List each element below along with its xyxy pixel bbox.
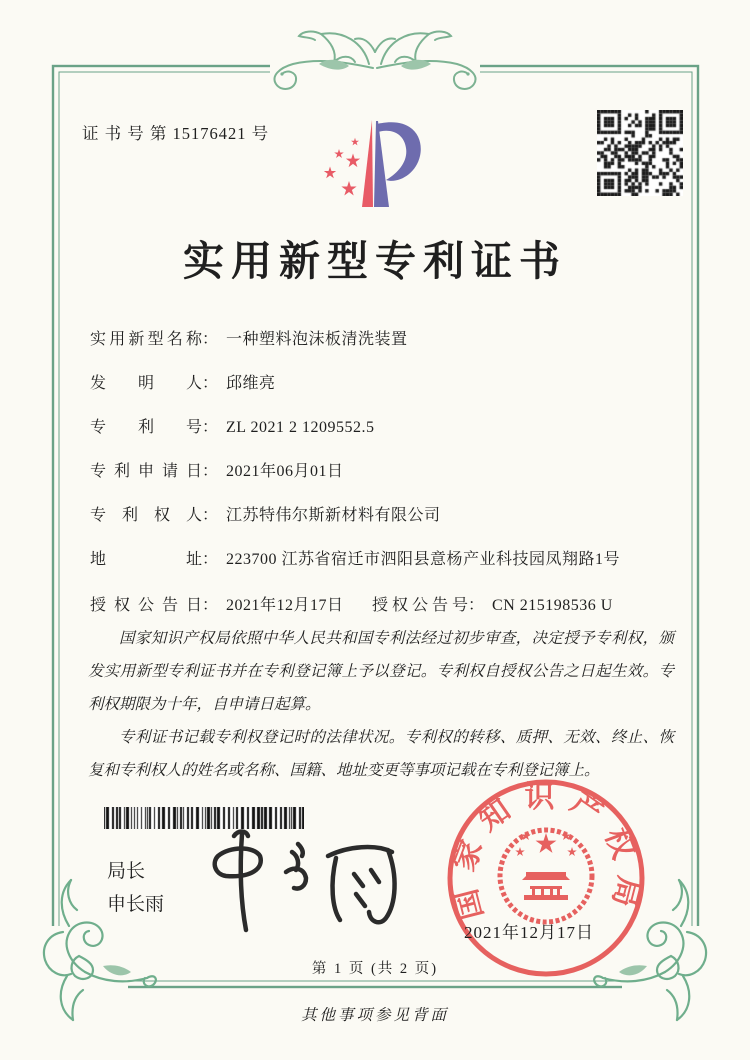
field-row-name: [90, 326, 690, 370]
field-label: 专利号: [90, 419, 202, 436]
colon: ：: [202, 419, 219, 436]
colon: ：: [202, 507, 219, 524]
document-title: 实用新型专利证书: [183, 238, 567, 284]
issue-date: 2021年12月17日: [464, 923, 594, 942]
body-paragraph-2: 专利证书记载专利权登记时的法律状况。专利权的转移、质押、无效、终止、恢复和专利权人的姓名或名称、国籍、地址变更等事项记载在专利登记簿上。: [88, 729, 674, 779]
page-number: 第 1 页 (共 2 页): [311, 961, 439, 977]
field-label: 专利申请日: [90, 463, 202, 480]
field-value: 邱维亮: [226, 375, 276, 392]
grant-date-value: 2021年12月17日: [226, 597, 344, 614]
field-value: 223700 江苏省宿迁市泗阳县意杨产业科技园凤翔路1号: [226, 551, 621, 568]
colon: ：: [202, 463, 219, 480]
certificate-number: 证 书 号 第 15176421 号: [82, 124, 270, 143]
field-value: ZL 2021 2 1209552.5: [226, 419, 375, 436]
colon: ：: [468, 597, 485, 614]
colon: ：: [202, 375, 219, 392]
director-block: [107, 855, 164, 921]
body-paragraph-1: 国家知识产权局依照中华人民共和国专利法经过初步审查，决定授予专利权，颁发实用新型专利证书并在专利登记簿上予以登记。专利权自授权公告之日起生效。专利权期限为十年，自申请日起算。: [88, 630, 674, 713]
field-row-inventor: [90, 370, 690, 414]
field-row-filing-date: [90, 458, 690, 502]
grant-date-label: 授权公告日: [90, 597, 202, 614]
legal-text: [88, 622, 674, 787]
field-label: 发明人: [90, 375, 202, 392]
field-row-address: [90, 546, 690, 590]
grant-number-row: [372, 592, 613, 615]
svg-text:国家知识产权局: [447, 781, 646, 923]
footer-note: 其他事项参见背面: [300, 1007, 449, 1024]
field-label: 地址: [90, 551, 202, 568]
director-title: 局长: [107, 861, 146, 882]
colon: ：: [202, 597, 219, 614]
field-label: 专利权人: [90, 507, 202, 524]
colon: ：: [202, 331, 219, 348]
field-row-patentee: [90, 502, 690, 546]
director-name: 申长雨: [107, 894, 165, 915]
signature-icon: [190, 826, 420, 944]
qr-code: [597, 110, 683, 196]
field-row-patent-no: [90, 414, 690, 458]
field-list: [90, 326, 690, 590]
field-value: 一种塑料泡沫板清洗装置: [226, 331, 408, 348]
field-label: 实用新型名称: [90, 331, 202, 348]
seal-text: 国家知识产权局: [446, 780, 646, 923]
cnipa-logo-icon: [298, 108, 468, 218]
grant-number-value: CN 215198536 U: [492, 597, 613, 614]
grant-date-row: [90, 592, 344, 615]
grant-number-label: 授权公告号: [372, 597, 468, 614]
field-value: 江苏特伟尔斯新材料有限公司: [226, 507, 441, 524]
colon: ：: [202, 551, 219, 568]
field-value: 2021年06月01日: [226, 463, 344, 480]
